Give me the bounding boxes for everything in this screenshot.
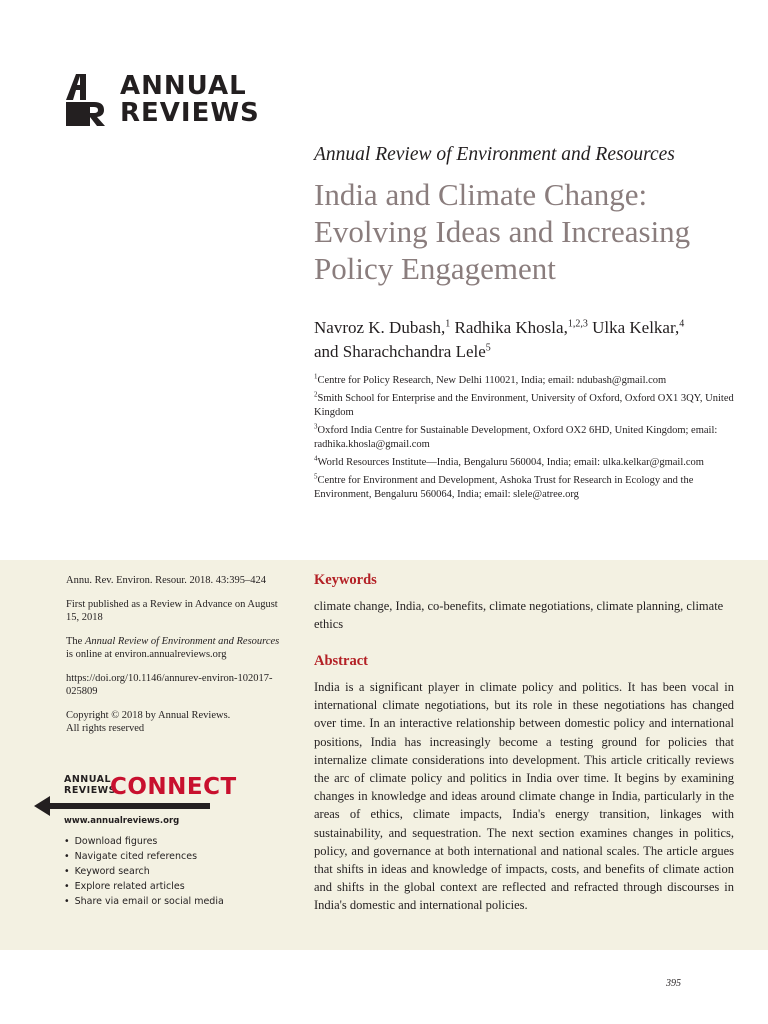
- keywords-text: climate change, India, co-benefits, climate negotiations, climate planning, climate ethics: [314, 599, 724, 631]
- affiliations: [314, 374, 734, 506]
- connect-feature-item: • Download figures: [64, 834, 224, 849]
- journal-name: Annual Review of Environment and Resources: [314, 144, 675, 165]
- connect-url[interactable]: www.annualreviews.org: [64, 816, 180, 826]
- copyright: [66, 709, 286, 736]
- affiliation-marker: 5: [314, 472, 318, 481]
- online-note: [66, 635, 286, 662]
- affiliation-item: [314, 392, 734, 420]
- connect-small-logo: [64, 774, 116, 796]
- connect-feature-item: • Navigate cited references: [64, 849, 224, 864]
- affiliation-marker: 3: [314, 422, 318, 431]
- affiliation-item: [314, 474, 734, 502]
- online-note-journal: Annual Review of Environment and Resources: [84, 635, 280, 647]
- author-name: and Sharachchandra Lele: [314, 342, 486, 361]
- author-list: [314, 316, 734, 364]
- keywords-abstract: [314, 572, 734, 915]
- abstract-heading: Abstract: [314, 653, 368, 669]
- affiliation-marker: 4: [314, 454, 318, 463]
- author-name: Navroz K. Dubash,: [314, 318, 446, 337]
- copyright-text: Copyright © 2018 by Annual Reviews.: [66, 709, 231, 721]
- author-affiliation-marker: 4: [679, 318, 685, 330]
- author-affiliation-marker: 1: [445, 318, 451, 330]
- affiliation-text: Smith School for Enterprise and the Environment, University of Oxford, Oxford OX1 3QY, United Kingdom: [314, 393, 734, 418]
- article-title: India and Climate Change: Evolving Ideas and Increasing Policy Engagement: [314, 177, 691, 286]
- author-name: Ulka Kelkar,: [592, 318, 680, 337]
- doi-link[interactable]: https://doi.org/10.1146/annurev-environ-102017-025809: [66, 672, 273, 697]
- abstract-text: India is a significant player in climate policy and politics. It has been vocal in international climate negotiations, but its role in these negotiations has changed over time. In an interactive relationship between domestic policy and international positions, India has increasingly become a testing ground for policies that internalize climate considerations into development. This article critically reviews the arc of climate policy and politics in India over time. It begins by examining changes in knowledge and ideas around climate change in India, particularly in the areas of ethics, climate impacts, India's energy transition, linkages with sustainability, and sequestration. The next section examines changes in politics, policy, and governance at both international and national scales. The article argues that shifts in ideas and knowledge of impacts, costs, and benefits of climate action and shifts in the global context are reflected and refracted through discourses in India's domestic and international policies.: [314, 680, 734, 913]
- online-note-prefix: The: [66, 635, 85, 647]
- affiliation-marker: 1: [314, 372, 318, 381]
- logo-line-1: ANNUAL: [120, 71, 247, 101]
- logo-line-2: REVIEWS: [120, 98, 260, 128]
- author-affiliation-marker: 1,2,3: [567, 318, 588, 330]
- arrow-left-icon: [34, 794, 210, 818]
- author-name: Radhika Khosla,: [454, 318, 568, 337]
- rights-text: All rights reserved: [66, 723, 145, 734]
- affiliation-text: Centre for Environment and Development, Ashoka Trust for Research in Ecology and the Environment, Bengaluru 560064, India; email: slele@atree.org: [314, 475, 694, 500]
- keywords-heading: Keywords: [314, 572, 377, 588]
- affiliation-text: Centre for Policy Research, New Delhi 110021, India; email: ndubash@gmail.com: [317, 375, 667, 386]
- connect-feature-item: • Explore related articles: [64, 879, 224, 894]
- connect-feature-list: [64, 834, 224, 909]
- affiliation-item: [314, 424, 734, 452]
- connect-feature-item: • Keyword search: [64, 864, 224, 879]
- citation: Annu. Rev. Environ. Resour. 2018. 43:395–424: [66, 575, 266, 586]
- connect-feature-item: • Share via email or social media: [64, 894, 224, 909]
- author-affiliation-marker: 5: [485, 342, 491, 354]
- annual-reviews-logo: [64, 72, 260, 128]
- page-number: 395: [666, 978, 681, 989]
- connect-small-line-1: ANNUAL: [64, 774, 112, 785]
- article-info-sidebar: [66, 574, 286, 746]
- first-published: First published as a Review in Advance on August 15, 2018: [66, 598, 278, 623]
- online-note-suffix: is online at environ.annualreviews.org: [66, 649, 227, 660]
- affiliation-text: World Resources Institute—India, Bengaluru 560004, India; email: ulka.kelkar@gmail.com: [317, 457, 704, 468]
- affiliation-marker: 2: [314, 390, 318, 399]
- annual-reviews-connect[interactable]: [34, 772, 244, 912]
- affiliation-text: Oxford India Centre for Sustainable Development, Oxford OX2 6HD, United Kingdom; email: radhika.khosla@gmail.com: [314, 425, 718, 450]
- connect-title: CONNECT: [110, 774, 237, 800]
- affiliation-item: [314, 374, 734, 388]
- connect-small-line-2: REVIEWS: [64, 785, 117, 796]
- affiliation-item: [314, 456, 734, 470]
- ar-logo-mark: [64, 72, 106, 128]
